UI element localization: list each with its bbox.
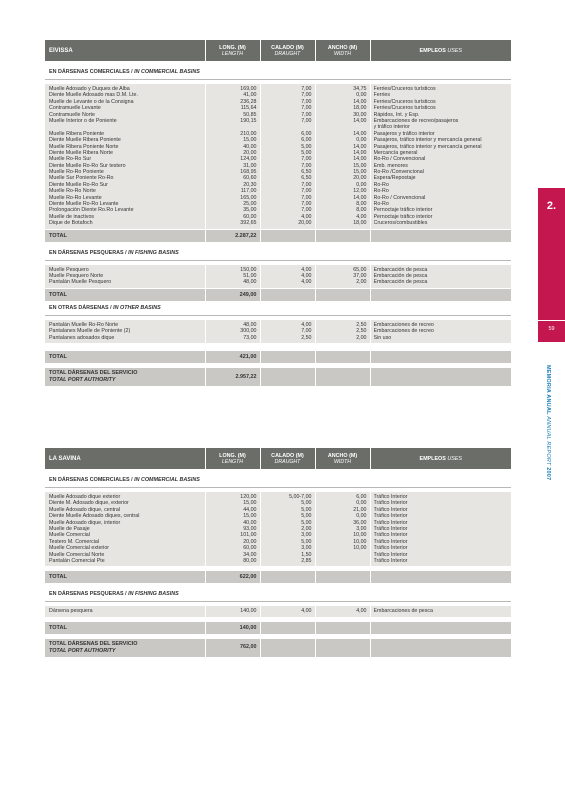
section-title: EN DÁRSENAS PESQUERAS / IN FISHING BASINS: [45, 246, 511, 261]
table-cell: 93,00: [243, 525, 257, 532]
table-cell: 14,00: [353, 143, 367, 150]
table-cell: 18,00: [353, 105, 367, 112]
table-cell: 7,00: [301, 328, 312, 335]
table-cell: Embarcación de pesca: [373, 279, 428, 286]
berth-uses: [370, 84, 511, 229]
savina-table: [45, 448, 511, 657]
chapter-number: 2.: [546, 200, 557, 212]
berth-uses: [370, 606, 511, 616]
table-cell: Mercancía general: [373, 149, 418, 156]
table-cell: 0,00: [356, 181, 367, 188]
table-cell: Tráfico Interior: [373, 532, 408, 539]
table-cell: Muelle de inactivos: [49, 213, 95, 220]
berth-widths: [315, 265, 370, 289]
table-cell: 120,00: [240, 494, 257, 500]
table-cell: 51,00: [243, 272, 257, 279]
table-cell: 392,65: [240, 220, 257, 227]
table-cell: 4,00: [301, 266, 312, 273]
berth-draughts: [260, 606, 315, 616]
table-cell: Muelle Adosado y Duques de Alba: [49, 86, 130, 92]
table-cell: Tráfico Interior: [373, 525, 408, 532]
berth-lengths: [205, 265, 260, 289]
table-cell: Muelle Pesquero: [49, 266, 89, 273]
berth-draughts: [260, 492, 315, 566]
table-cell: 5,00: [301, 149, 312, 156]
table-cell: Tráfico Interior: [373, 557, 408, 564]
berth-names: [45, 84, 205, 229]
table-cell: 7,00: [301, 181, 312, 188]
table-cell: 5,00: [301, 538, 312, 545]
col-width: ANCHO (M) WIDTH: [315, 448, 370, 469]
table-cell: 165,00: [240, 194, 257, 201]
section-title: EN DÁRSENAS COMERCIALES / IN COMMERCIAL BASINS: [45, 65, 511, 80]
table-cell: Ro-Ro: [373, 188, 389, 195]
table-cell: Ro-Ro: [373, 181, 389, 188]
table-cell: 1,50: [301, 551, 312, 558]
table-cell: Muelle Adosado dique, central: [49, 506, 120, 513]
total-row: TOTAL 140,00: [45, 621, 511, 634]
berth-lengths: [205, 606, 260, 616]
table-cell: 300,00: [240, 328, 257, 335]
table-cell: 7,00: [301, 188, 312, 195]
table-cell: Tráfico Interior: [373, 545, 408, 552]
berth-draughts: [260, 265, 315, 289]
table-cell: Muelle Ro-Ro Norte: [49, 188, 96, 195]
table-cell: 6,00: [301, 137, 312, 144]
table-cell: Muelle de Levante o de la Consigna: [49, 98, 134, 105]
table-cell: 115,64: [240, 105, 257, 112]
table-cell: 44,00: [243, 506, 257, 513]
table-cell: Prolongación Diente Ro.Ro Levante: [49, 207, 134, 214]
table-cell: 7,00: [301, 201, 312, 208]
table-cell: 4,00: [301, 272, 312, 279]
section-title: EN DÁRSENAS PESQUERAS / IN FISHING BASINS: [45, 587, 511, 602]
table-cell: Embarcaciones de pesca: [373, 608, 433, 615]
table-cell: 5,00: [301, 500, 312, 507]
table-cell: Muelle Ro-Ro Levante: [49, 194, 102, 201]
table-cell: Embarcación de pesca: [373, 266, 428, 273]
table-cell: Ferries/Cruceros turísticos: [373, 86, 436, 92]
table-cell: Espera/Repostaje: [373, 175, 416, 182]
table-cell: 50,85: [243, 111, 257, 118]
col-width: ANCHO (M) WIDTH: [315, 40, 370, 61]
table-cell: 10,00: [353, 532, 367, 539]
table-cell: 20,00: [243, 149, 257, 156]
table-cell: 4,00: [301, 213, 312, 220]
table-cell: 236,28: [240, 98, 257, 105]
table-cell: 7,00: [301, 111, 312, 118]
table-cell: Pantalán Comercial Pte: [49, 557, 105, 564]
table-cell: 7,00: [301, 117, 312, 124]
table-cell: 4,00: [356, 608, 367, 615]
table-cell: 20,00: [353, 175, 367, 182]
table-cell: Cruceros/combustibles: [373, 220, 428, 227]
berth-names: [45, 606, 205, 616]
table-cell: Ro-Ro /Convencional: [373, 169, 424, 176]
table-cell: Diente Muelle Ro-Ro Levante: [49, 201, 119, 208]
table-cell: 2,00: [356, 279, 367, 286]
table-cell: 190,15: [240, 117, 257, 124]
table-cell: 37,00: [353, 272, 367, 279]
table-cell: 6,50: [301, 175, 312, 182]
total-row: TOTAL 421,00: [45, 350, 511, 363]
berth-widths: [315, 492, 370, 566]
table-cell: 48,00: [243, 279, 257, 286]
table-cell: 6,00: [356, 494, 367, 500]
table-cell: 40,00: [243, 519, 257, 526]
col-uses: EMPLEOS USES: [370, 40, 511, 61]
berth-uses: [370, 265, 511, 289]
table-cell: Ro-Ro / Convencional: [373, 156, 426, 163]
table-cell: Tráfico Interior: [373, 538, 408, 545]
table-cell: Ro-Ro: [373, 201, 389, 208]
table-cell: 4,00: [301, 321, 312, 328]
table-cell: Contramuelle Levante: [49, 105, 101, 112]
port-title: LA SAVINA: [45, 448, 205, 469]
table-cell: Dique de Botafoch: [49, 220, 93, 227]
section-rows: [45, 320, 511, 343]
table-cell: 0,00: [356, 92, 367, 99]
table-cell: Pantalanes Muelle de Poniente (2): [49, 328, 131, 335]
table-cell: 5,00: [301, 506, 312, 513]
table-cell: Muelle Sur Poniente Ro-Ro: [49, 175, 114, 182]
berth-lengths: [205, 320, 260, 343]
table-cell: Embarcación de pesca: [373, 272, 428, 279]
table-cell: Embarcaciones de recreo: [373, 328, 434, 335]
table-cell: Contramuelle Norte: [49, 111, 95, 118]
table-cell: 6,00: [301, 130, 312, 137]
table-cell: 5,00: [301, 513, 312, 520]
table-cell: 0,00: [356, 500, 367, 507]
table-cell: Ro-Ro / Convencional: [373, 194, 426, 201]
grand-total-row: TOTAL DÁRSENAS DEL SERVICIO TOTAL PORT AUTHORITY 2.957,22: [45, 367, 511, 386]
table-cell: Muelle Ribera Poniente: [49, 130, 105, 137]
table-cell: 4,00: [356, 213, 367, 220]
table-cell: 20,30: [243, 181, 257, 188]
table-cell: Diente Muelle Ro-Ro Sur testero: [49, 162, 126, 169]
table-cell: y tráfico interior: [373, 124, 410, 131]
report-side-label: MEMORIA ANUAL ANNUAL REPORT 2007: [545, 365, 551, 481]
table-cell: 14,00: [353, 98, 367, 105]
table-cell: 34,75: [353, 86, 367, 92]
table-cell: 0,00: [356, 137, 367, 144]
table-cell: 7,00: [301, 156, 312, 163]
table-cell: 4,00: [301, 608, 312, 615]
table-cell: 7,00: [301, 194, 312, 201]
table-cell: Tráfico Interior: [373, 551, 408, 558]
table-cell: Pernoctaje tráfico interior: [373, 213, 433, 220]
table-cell: 150,00: [240, 266, 257, 273]
table-cell: Embarcaciones de recreo: [373, 321, 434, 328]
table-cell: 3,00: [356, 525, 367, 532]
table-cell: 7,00: [301, 98, 312, 105]
table-cell: Pantalán Muelle Pesquero: [49, 279, 112, 286]
table-cell: 15,00: [243, 513, 257, 520]
table-cell: 6,50: [301, 169, 312, 176]
table-cell: [316, 558, 367, 564]
table-cell: 31,00: [243, 162, 257, 169]
table-header: [45, 448, 511, 469]
page-number: 59: [548, 326, 555, 332]
table-cell: Diente Muelle Ro-Ro Sur: [49, 181, 108, 188]
table-cell: Muelle Ro-Ro Poniente: [49, 169, 104, 176]
table-cell: Pantalán Muelle Ro-Ro Norte: [49, 321, 119, 328]
table-cell: 2,50: [356, 321, 367, 328]
table-cell: Dársena pesquera: [49, 608, 93, 615]
table-cell: 2,50: [356, 328, 367, 335]
berth-names: [45, 492, 205, 566]
table-cell: 21,00: [353, 506, 367, 513]
section-rows: [45, 265, 511, 289]
table-cell: Sin uso: [373, 334, 392, 341]
table-cell: 12,00: [353, 188, 367, 195]
table-cell: 18,00: [353, 220, 367, 227]
berth-widths: [315, 320, 370, 343]
table-cell: 35,00: [243, 207, 257, 214]
table-cell: Diente Muelle Adosado mas D.M. Lte.: [49, 92, 138, 99]
table-cell: Ferries: [373, 92, 390, 99]
table-cell: 2,85: [301, 557, 312, 564]
berth-lengths: [205, 84, 260, 229]
table-cell: 15,00: [353, 169, 367, 176]
table-cell: 34,00: [243, 551, 257, 558]
table-cell: Muelle Ro-Ro Sur: [49, 156, 92, 163]
table-cell: 60,60: [243, 175, 257, 182]
table-cell: 168,95: [240, 169, 257, 176]
section-rows: [45, 606, 511, 616]
table-cell: Pasajeros, tráfico interior y mercancía general: [373, 137, 482, 144]
table-cell: Pernoctaje tráfico interior: [373, 207, 433, 214]
table-cell: Muelle Comercial Norte: [49, 551, 105, 558]
table-cell: 169,00: [240, 86, 257, 92]
table-cell: Embarcaciones de recreo/pasajeros: [373, 117, 459, 124]
table-cell: 30,00: [353, 111, 367, 118]
table-cell: Muelle Adosado dique exterior: [49, 494, 121, 500]
table-cell: Tráfico Interior: [373, 519, 408, 526]
col-length: LONG. (M) LENGTH: [205, 40, 260, 61]
table-cell: 48,00: [243, 321, 257, 328]
table-cell: 25,00: [243, 201, 257, 208]
table-cell: Ferries/Cruceros turísticos: [373, 98, 436, 105]
total-row: TOTAL 249,00: [45, 288, 511, 301]
section-title: EN OTRAS DÁRSENAS / IN OTHER BASINS: [45, 301, 511, 316]
table-cell: 10,00: [353, 545, 367, 552]
chapter-tab: [538, 188, 565, 342]
berth-uses: [370, 320, 511, 343]
table-cell: 2,00: [301, 525, 312, 532]
berth-names: [45, 320, 205, 343]
table-cell: Tráfico Interior: [373, 513, 408, 520]
table-cell: 20,00: [298, 220, 312, 227]
table-cell: Pasajeros, tráfico interior y mercancía general: [373, 143, 482, 150]
table-cell: 7,00: [301, 86, 312, 92]
table-cell: 140,00: [240, 608, 257, 615]
section-rows: [45, 84, 511, 229]
table-cell: 2,00: [356, 334, 367, 341]
port-title: EIVISSA: [45, 40, 205, 61]
table-cell: 7,00: [301, 105, 312, 112]
table-cell: 2,50: [301, 334, 312, 341]
table-cell: 14,00: [353, 194, 367, 201]
table-cell: 7,00: [301, 92, 312, 99]
table-header: [45, 40, 511, 61]
table-cell: 0,00: [356, 513, 367, 520]
col-draught: CALADO (M) DRAUGHT: [260, 448, 315, 469]
berth-widths: [315, 84, 370, 229]
table-cell: 124,00: [240, 156, 257, 163]
total-row: TOTAL 2.287,22: [45, 229, 511, 242]
col-uses: EMPLEOS USES: [370, 448, 511, 469]
table-cell: 3,00: [301, 532, 312, 539]
eivissa-table: [45, 40, 511, 386]
berth-draughts: [260, 84, 315, 229]
table-cell: 65,00: [353, 266, 367, 273]
table-cell: Pasajeros y tráfico interior: [373, 130, 435, 137]
table-cell: Muelle Interior o de Poniente: [49, 117, 117, 124]
table-cell: 40,00: [243, 143, 257, 150]
table-cell: 14,00: [353, 156, 367, 163]
table-cell: 14,00: [353, 130, 367, 137]
table-cell: 15,00: [243, 137, 257, 144]
table-cell: 5,00-7,00: [289, 494, 312, 500]
table-cell: 20,00: [243, 538, 257, 545]
table-cell: 101,00: [240, 532, 257, 539]
table-cell: Rápidos, Int. y Esp.: [373, 111, 420, 118]
table-cell: 15,00: [243, 500, 257, 507]
tab-divider: [538, 320, 565, 321]
section-rows: [45, 492, 511, 566]
table-cell: 14,00: [353, 149, 367, 156]
table-cell: 5,00: [301, 519, 312, 526]
table-cell: Diente Muelle Adosado diques, central: [49, 513, 140, 520]
berth-widths: [315, 606, 370, 616]
table-cell: Tráfico Interior: [373, 494, 408, 500]
table-cell: Diente Muelle Ribera Poniente: [49, 137, 121, 144]
table-cell: Muelle Comercial: [49, 532, 90, 539]
table-cell: 73,00: [243, 334, 257, 341]
table-cell: Diente M. Adosado dique, exterior: [49, 500, 129, 507]
total-row: TOTAL 622,00: [45, 571, 511, 584]
table-cell: 14,00: [353, 117, 367, 124]
table-cell: 8,00: [356, 207, 367, 214]
table-cell: 41,00: [243, 92, 257, 99]
table-cell: Muelle de Pasaje: [49, 525, 90, 532]
table-cell: 60,00: [243, 213, 257, 220]
table-cell: Muelle Pesquero Norte: [49, 272, 104, 279]
table-cell: Tráfico Interior: [373, 506, 408, 513]
table-cell: Testero M. Comercial: [49, 538, 100, 545]
table-cell: Diente Muelle Ribera Norte: [49, 149, 113, 156]
table-cell: 117,00: [240, 188, 257, 195]
table-cell: Tráfico Interior: [373, 500, 408, 507]
berth-draughts: [260, 320, 315, 343]
table-cell: 80,00: [243, 557, 257, 564]
col-draught: CALADO (M) DRAUGHT: [260, 40, 315, 61]
table-cell: 36,00: [353, 519, 367, 526]
berth-names: [45, 265, 205, 289]
table-cell: 5,00: [301, 143, 312, 150]
section-title: EN DÁRSENAS COMERCIALES / IN COMMERCIAL BASINS: [45, 473, 511, 488]
table-cell: Ferries/Cruceros turísticos: [373, 105, 436, 112]
grand-total-row: TOTAL DÁRSENAS DEL SERVICIO TOTAL PORT AUTHORITY 762,00: [45, 638, 511, 657]
table-cell: 7,00: [301, 162, 312, 169]
table-cell: 15,00: [353, 162, 367, 169]
table-cell: 4,00: [301, 279, 312, 286]
table-cell: 60,00: [243, 545, 257, 552]
table-cell: Emb. menores: [373, 162, 408, 169]
table-cell: 8,00: [356, 201, 367, 208]
table-cell: Muelle Adosado dique, interior: [49, 519, 121, 526]
table-cell: 10,00: [353, 538, 367, 545]
table-cell: 3,00: [301, 545, 312, 552]
berth-lengths: [205, 492, 260, 566]
table-cell: Muelle Ribera Poniente Norte: [49, 143, 119, 150]
berth-uses: [370, 492, 511, 566]
table-cell: 7,00: [301, 207, 312, 214]
table-cell: Muelle Comercial exterior: [49, 545, 110, 552]
table-cell: Pantalanes adosados dique: [49, 334, 115, 341]
col-length: LONG. (M) LENGTH: [205, 448, 260, 469]
table-cell: 210,00: [240, 130, 257, 137]
